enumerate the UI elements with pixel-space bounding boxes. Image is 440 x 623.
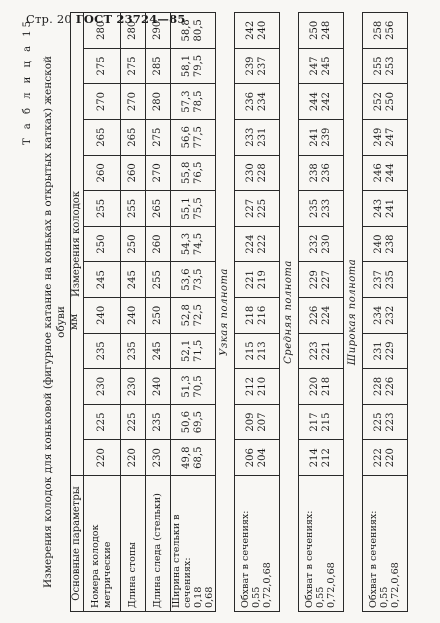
cell-value: 237 bbox=[373, 270, 385, 290]
table-cell bbox=[170, 84, 215, 120]
table-cell bbox=[145, 119, 170, 155]
cell-value: 244 bbox=[384, 163, 396, 183]
table-cell bbox=[145, 155, 170, 191]
table-cell bbox=[298, 155, 343, 191]
cell-value: 51,3 bbox=[181, 375, 193, 398]
cell-value: 235 bbox=[95, 341, 107, 361]
table-cell bbox=[120, 369, 145, 405]
table-cell bbox=[298, 226, 343, 262]
cell-value: 255 bbox=[126, 198, 138, 218]
cell-value: 229 bbox=[384, 341, 396, 361]
cell-value: 225 bbox=[126, 412, 138, 432]
cell-value: 250 bbox=[126, 234, 138, 254]
rotated-table-area bbox=[20, 12, 430, 612]
cell-value: 270 bbox=[95, 92, 107, 112]
table-row bbox=[362, 13, 407, 612]
cell-value: 58,1 bbox=[181, 54, 193, 78]
table-cell bbox=[362, 191, 407, 227]
cell-value: 218 bbox=[245, 305, 257, 325]
cell-value: 256 bbox=[384, 20, 396, 40]
cell-value: 230 bbox=[151, 448, 163, 468]
cell-value: 240 bbox=[151, 376, 163, 397]
table-cell bbox=[234, 297, 279, 333]
cell-value: 270 bbox=[151, 163, 163, 183]
cell-value: 260 bbox=[126, 163, 138, 183]
row-label bbox=[298, 476, 343, 612]
table-cell bbox=[298, 262, 343, 298]
table-cell bbox=[83, 13, 120, 49]
cell-value: 235 bbox=[126, 341, 138, 361]
row-label bbox=[234, 476, 279, 612]
cell-value: 214 bbox=[309, 448, 321, 468]
cell-value: 210 bbox=[256, 376, 268, 397]
cell-value: 226 bbox=[384, 376, 396, 397]
cell-value: 250 bbox=[95, 234, 107, 254]
table-cell bbox=[170, 48, 215, 84]
table-cell bbox=[83, 333, 120, 369]
page-number: Стр. 20 bbox=[26, 12, 72, 26]
table-cell bbox=[362, 119, 407, 155]
table-cell bbox=[170, 191, 215, 227]
cell-value: 77,5 bbox=[192, 126, 204, 149]
table-cell bbox=[120, 13, 145, 49]
cell-value: 280 bbox=[151, 92, 163, 112]
cell-value: 218 bbox=[320, 376, 332, 397]
table-units: мм bbox=[68, 313, 81, 331]
table-cell bbox=[83, 191, 120, 227]
table-row bbox=[120, 13, 145, 612]
table-cell bbox=[120, 191, 145, 227]
cell-value: 265 bbox=[126, 127, 138, 147]
cell-value: 237 bbox=[256, 56, 268, 76]
cell-value: 80,5 bbox=[192, 19, 204, 42]
table-cell bbox=[362, 404, 407, 440]
cell-value: 255 bbox=[95, 198, 107, 218]
cell-value: 275 bbox=[126, 56, 138, 76]
table-cell bbox=[298, 404, 343, 440]
group-header-row bbox=[279, 13, 298, 612]
cell-value: 221 bbox=[320, 341, 332, 361]
table-cell bbox=[83, 226, 120, 262]
table-cell bbox=[170, 226, 215, 262]
cell-value: 233 bbox=[245, 127, 257, 147]
cell-value: 235 bbox=[151, 412, 163, 432]
cell-value: 50,6 bbox=[181, 410, 193, 434]
standard-code: ГОСТ 23724—85 bbox=[75, 12, 186, 26]
table-cell bbox=[145, 262, 170, 298]
cell-value: 225 bbox=[373, 412, 385, 432]
cell-value: 234 bbox=[256, 92, 268, 112]
table-row bbox=[234, 13, 279, 612]
section-label: 0,72,0,68 bbox=[262, 562, 274, 608]
table-row bbox=[83, 13, 120, 612]
table-cell bbox=[170, 404, 215, 440]
table-cell bbox=[362, 155, 407, 191]
table-cell bbox=[120, 226, 145, 262]
cell-value: 58,8 bbox=[181, 19, 193, 42]
cell-value: 244 bbox=[309, 92, 321, 112]
group-header-row bbox=[343, 13, 362, 612]
table-cell bbox=[298, 191, 343, 227]
cell-value: 240 bbox=[126, 305, 138, 325]
cell-value: 213 bbox=[256, 341, 268, 361]
group-name-text: Широкая полнота bbox=[346, 258, 358, 366]
cell-value: 231 bbox=[256, 127, 268, 147]
cell-value: 227 bbox=[245, 198, 257, 218]
row-label-text: Длина следа (стельки) bbox=[151, 493, 163, 608]
table-cell bbox=[298, 440, 343, 476]
cell-value: 231 bbox=[373, 341, 385, 361]
cell-value: 217 bbox=[309, 412, 321, 432]
cell-value: 232 bbox=[309, 234, 321, 254]
table-cell bbox=[145, 297, 170, 333]
cell-value: 236 bbox=[245, 92, 257, 112]
section-label: 0,55 bbox=[315, 586, 327, 608]
table-cell bbox=[234, 48, 279, 84]
table-cell bbox=[362, 226, 407, 262]
cell-value: 290 bbox=[151, 20, 163, 40]
cell-value: 280 bbox=[95, 20, 107, 40]
table-cell bbox=[145, 333, 170, 369]
cell-value: 265 bbox=[151, 198, 163, 218]
cell-value: 224 bbox=[245, 234, 257, 254]
table-cell bbox=[234, 333, 279, 369]
table-cell bbox=[234, 440, 279, 476]
table-cell bbox=[120, 48, 145, 84]
table-cell bbox=[120, 119, 145, 155]
cell-value: 55,8 bbox=[181, 161, 193, 184]
row-label-text: Ширина стельки в сечениях: bbox=[170, 514, 193, 608]
group-name-text: Узкая полнота bbox=[218, 268, 230, 356]
cell-value: 245 bbox=[95, 270, 107, 290]
cell-value: 206 bbox=[245, 448, 257, 468]
table-cell bbox=[83, 297, 120, 333]
cell-value: 270 bbox=[126, 92, 138, 112]
cell-value: 239 bbox=[245, 56, 257, 76]
cell-value: 233 bbox=[320, 198, 332, 218]
cell-value: 230 bbox=[95, 376, 107, 397]
table-cell bbox=[145, 84, 170, 120]
row-label bbox=[362, 476, 407, 612]
table-cell bbox=[170, 13, 215, 49]
row-label-text: Длина стопы bbox=[126, 542, 138, 608]
cell-value: 215 bbox=[245, 341, 257, 361]
cell-value: 209 bbox=[245, 412, 257, 432]
table-cell bbox=[83, 440, 120, 476]
table-cell bbox=[234, 155, 279, 191]
cell-value: 255 bbox=[151, 270, 163, 290]
cell-value: 216 bbox=[256, 305, 268, 325]
cell-value: 249 bbox=[373, 127, 385, 147]
cell-value: 215 bbox=[320, 412, 332, 432]
table-body bbox=[83, 13, 407, 612]
cell-value: 53,6 bbox=[181, 268, 193, 291]
cell-value: 242 bbox=[245, 20, 257, 40]
cell-value: 245 bbox=[126, 270, 138, 290]
row-label bbox=[83, 476, 120, 612]
table-cell bbox=[234, 226, 279, 262]
table-cell bbox=[170, 297, 215, 333]
cell-value: 246 bbox=[373, 163, 385, 183]
cell-value: 219 bbox=[256, 270, 268, 290]
cell-value: 230 bbox=[126, 376, 138, 397]
section-label: 0,55 bbox=[251, 586, 263, 608]
cell-value: 223 bbox=[309, 341, 321, 361]
cell-value: 52,1 bbox=[181, 339, 193, 362]
table-cell bbox=[120, 155, 145, 191]
cell-value: 75,5 bbox=[192, 197, 204, 220]
cell-value: 245 bbox=[320, 56, 332, 76]
table-cell bbox=[120, 84, 145, 120]
cell-value: 74,5 bbox=[192, 232, 204, 256]
cell-value: 212 bbox=[320, 448, 332, 468]
table-cell bbox=[83, 155, 120, 191]
table-cell bbox=[83, 84, 120, 120]
cell-value: 57,3 bbox=[181, 90, 193, 113]
cell-value: 230 bbox=[245, 163, 257, 183]
cell-value: 245 bbox=[151, 341, 163, 361]
cell-value: 232 bbox=[384, 305, 396, 325]
cell-value: 70,5 bbox=[192, 375, 204, 398]
table-cell bbox=[362, 333, 407, 369]
table-cell bbox=[298, 119, 343, 155]
table-title-text: Измерения колодок для коньковой (фигурное катание на коньках в открытых катках) женской обуви bbox=[42, 55, 68, 589]
measurements-table bbox=[70, 12, 408, 612]
cell-value: 204 bbox=[256, 448, 268, 468]
cell-value: 71,5 bbox=[192, 339, 204, 362]
cell-value: 265 bbox=[95, 127, 107, 147]
table-cell bbox=[362, 440, 407, 476]
table-cell bbox=[170, 369, 215, 405]
cell-value: 247 bbox=[309, 56, 321, 76]
table-cell bbox=[234, 404, 279, 440]
row-label bbox=[120, 476, 145, 612]
row-label-text: Обхват в сечениях: bbox=[240, 510, 252, 608]
param-column-header: Основные параметры bbox=[71, 476, 84, 612]
cell-value: 224 bbox=[320, 305, 332, 325]
section-label: 0,68 bbox=[203, 586, 215, 608]
table-cell bbox=[298, 297, 343, 333]
group-name bbox=[343, 13, 362, 612]
cell-value: 223 bbox=[384, 412, 396, 432]
table-cell bbox=[83, 48, 120, 84]
cell-value: 226 bbox=[309, 305, 321, 325]
cell-value: 228 bbox=[373, 376, 385, 397]
cell-value: 234 bbox=[373, 305, 385, 325]
cell-value: 260 bbox=[151, 234, 163, 254]
table-cell bbox=[298, 13, 343, 49]
cell-value: 235 bbox=[309, 198, 321, 218]
cell-value: 275 bbox=[151, 127, 163, 147]
cell-value: 280 bbox=[126, 20, 138, 40]
cell-value: 255 bbox=[373, 56, 385, 76]
cell-value: 73,5 bbox=[192, 268, 204, 291]
cell-value: 220 bbox=[95, 448, 107, 468]
cell-value: 240 bbox=[95, 305, 107, 325]
cell-value: 227 bbox=[320, 270, 332, 290]
cell-value: 250 bbox=[384, 92, 396, 112]
table-cell bbox=[83, 262, 120, 298]
cell-value: 56,6 bbox=[181, 126, 193, 149]
table-cell bbox=[298, 333, 343, 369]
cell-value: 260 bbox=[95, 163, 107, 183]
table-cell bbox=[145, 191, 170, 227]
section-label: 0,55 bbox=[379, 586, 391, 608]
table-header-row bbox=[71, 13, 84, 612]
cell-value: 79,5 bbox=[192, 54, 204, 78]
cell-value: 230 bbox=[320, 234, 332, 254]
section-label: 0,72,0,68 bbox=[326, 562, 338, 608]
cell-value: 248 bbox=[320, 20, 332, 40]
table-cell bbox=[170, 440, 215, 476]
cell-value: 72,5 bbox=[192, 304, 204, 327]
cell-value: 52,8 bbox=[181, 304, 193, 327]
table-cell bbox=[170, 262, 215, 298]
cell-value: 239 bbox=[320, 127, 332, 147]
table-cell bbox=[234, 262, 279, 298]
table-cell bbox=[145, 404, 170, 440]
row-label bbox=[145, 476, 170, 612]
table-cell bbox=[83, 119, 120, 155]
cell-value: 76,5 bbox=[192, 161, 204, 184]
row-label-text: Обхват в сечениях: bbox=[368, 510, 380, 608]
section-label: 0,72,0,68 bbox=[390, 562, 402, 608]
cell-value: 247 bbox=[384, 127, 396, 147]
cell-value: 222 bbox=[373, 448, 385, 468]
table-cell bbox=[145, 440, 170, 476]
table-cell bbox=[83, 404, 120, 440]
cell-value: 253 bbox=[384, 56, 396, 76]
table-cell bbox=[170, 155, 215, 191]
cell-value: 222 bbox=[256, 234, 268, 254]
cell-value: 78,5 bbox=[192, 90, 204, 113]
cell-value: 241 bbox=[309, 127, 321, 147]
table-cell bbox=[362, 369, 407, 405]
table-cell bbox=[83, 369, 120, 405]
table-cell bbox=[298, 369, 343, 405]
cell-value: 238 bbox=[309, 163, 321, 183]
table-cell bbox=[170, 119, 215, 155]
measure-column-header: Измерения колодок bbox=[71, 13, 84, 476]
cell-value: 250 bbox=[151, 305, 163, 325]
row-label-text: Номера колодок метрические bbox=[90, 524, 113, 608]
table-row bbox=[170, 13, 215, 612]
cell-value: 243 bbox=[373, 198, 385, 218]
table-row bbox=[298, 13, 343, 612]
table-cell bbox=[120, 297, 145, 333]
cell-value: 55,1 bbox=[181, 197, 193, 220]
cell-value: 275 bbox=[95, 56, 107, 76]
row-label bbox=[170, 476, 215, 612]
group-name bbox=[215, 13, 234, 612]
cell-value: 225 bbox=[256, 198, 268, 218]
table-row bbox=[145, 13, 170, 612]
table-cell bbox=[145, 48, 170, 84]
cell-value: 258 bbox=[373, 20, 385, 40]
cell-value: 207 bbox=[256, 412, 268, 432]
cell-value: 220 bbox=[126, 448, 138, 468]
table-cell bbox=[145, 13, 170, 49]
cell-value: 68,5 bbox=[192, 446, 204, 469]
cell-value: 212 bbox=[245, 376, 257, 397]
table-cell bbox=[120, 262, 145, 298]
cell-value: 229 bbox=[309, 270, 321, 290]
cell-value: 236 bbox=[320, 163, 332, 183]
table-cell bbox=[145, 369, 170, 405]
table-cell bbox=[145, 226, 170, 262]
table-cell bbox=[234, 369, 279, 405]
table-cell bbox=[362, 13, 407, 49]
table-cell bbox=[170, 333, 215, 369]
table-cell bbox=[234, 84, 279, 120]
table-cell bbox=[362, 48, 407, 84]
table-cell bbox=[234, 191, 279, 227]
cell-value: 252 bbox=[373, 92, 385, 112]
table-cell bbox=[362, 297, 407, 333]
table-cell bbox=[120, 404, 145, 440]
table-cell bbox=[234, 119, 279, 155]
cell-value: 220 bbox=[309, 376, 321, 397]
cell-value: 250 bbox=[309, 20, 321, 40]
table-cell bbox=[362, 84, 407, 120]
cell-value: 242 bbox=[320, 92, 332, 112]
cell-value: 285 bbox=[151, 56, 163, 76]
cell-value: 220 bbox=[384, 448, 396, 468]
cell-value: 240 bbox=[256, 20, 268, 40]
table-number: Т а б л и ц а 15 bbox=[22, 18, 33, 146]
group-name bbox=[279, 13, 298, 612]
cell-value: 235 bbox=[384, 270, 396, 290]
cell-value: 54,3 bbox=[181, 232, 193, 256]
row-label-text: Обхват в сечениях: bbox=[304, 510, 316, 608]
group-header-row bbox=[215, 13, 234, 612]
table-cell bbox=[362, 262, 407, 298]
cell-value: 69,5 bbox=[192, 410, 204, 434]
cell-value: 49,8 bbox=[181, 446, 193, 469]
section-label: 0,18 bbox=[192, 586, 204, 608]
table-cell bbox=[120, 440, 145, 476]
cell-value: 228 bbox=[256, 163, 268, 183]
cell-value: 240 bbox=[373, 234, 385, 254]
cell-value: 238 bbox=[384, 234, 396, 254]
group-name-text: Средняя полнота bbox=[282, 260, 294, 364]
table-cell bbox=[298, 84, 343, 120]
table-cell bbox=[298, 48, 343, 84]
cell-value: 221 bbox=[245, 270, 257, 290]
cell-value: 225 bbox=[95, 412, 107, 432]
cell-value: 241 bbox=[384, 198, 396, 218]
table-cell bbox=[120, 333, 145, 369]
table-cell bbox=[234, 13, 279, 49]
